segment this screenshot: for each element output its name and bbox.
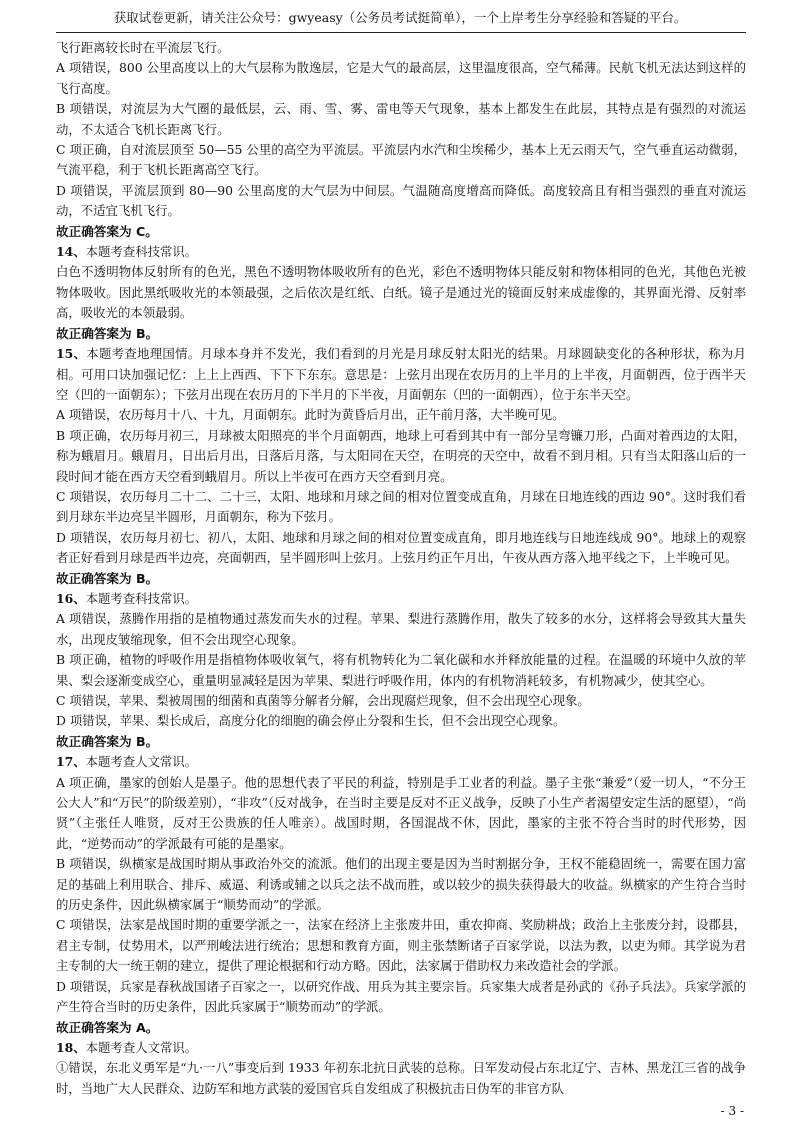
explanation-paragraph: C 项正确，自对流层顶至 50—55 公里的高空为平流层。平流层内水汽和尘埃稀少，基本上无云雨天气，空气垂直运动微弱，气流平稳，利于飞机长距离高空飞行。: [56, 142, 746, 178]
question-heading: [56, 752, 746, 772]
explanation-paragraph: A 项错误，蒸腾作用指的是植物通过蒸发而失水的过程。苹果、梨进行蒸腾作用，散失了较多的水分，这样将会导致其大量失水，出现皮皱缩现象，但不会出现空心现象。: [56, 611, 746, 647]
question-number: 18、: [56, 1039, 86, 1055]
document-body: [56, 38, 746, 1099]
explanation-paragraph: D 项错误，平流层顶到 80—90 公里高度的大气层为中间层。气温随高度增高而降低。高度较高且有相当强烈的垂直对流运动，不适宜飞机飞行。: [56, 182, 746, 219]
page-header: 获取试卷更新，请关注公众号：gwyeasy（公务员考试挺简单），一个上岸考生分享经验和答疑的平台。: [113, 10, 687, 25]
question-heading: [56, 589, 746, 609]
explanation-paragraph: B 项正确，植物的呼吸作用是指植物体吸收氧气，将有机物转化为二氧化碳和水并释放能量的过程。在温暖的环境中久放的苹果、梨会逐渐变成空心，重量明显减轻是因为苹果、梨进行呼吸作用，体内的有机物消耗较多，有机物减少，使其空心。: [56, 652, 746, 688]
question-heading: [56, 1038, 746, 1058]
answer-line: 故正确答案为 B。: [56, 733, 159, 749]
question-number: 15、: [56, 346, 87, 362]
question-number: 17、: [56, 754, 86, 770]
question-text: 本题考查人文常识。: [85, 754, 198, 770]
explanation-paragraph: A 项错误，农历每月十八、十九，月面朝东。此时为黄昏后月出，正午前月落，大半晚可见。: [56, 407, 565, 423]
question-text: 本题考查科技常识。: [85, 244, 198, 260]
explanation-paragraph: ①错误，东北义勇军是“九·一八”事变后到 1933 年初东北抗日武装的总称。日军发动侵占东北辽宁、吉林、黑龙江三省的战争时，当地广大人民群众、边防军和地方武装的爱国官兵自发组成了积极抗击日伪军的非官方队: [56, 1060, 746, 1096]
explanation-paragraph: C 项错误，农历每月二十二、二十三，太阳、地球和月球之间的相对位置变成直角，月球在日地连线的西边 90°。这时我们看到月球东半边亮呈半圆形，月面朝东，称为下弦月。: [56, 488, 746, 525]
explanation-paragraph: D 项错误，兵家是春秋战国诸子百家之一，以研究作战、用兵为其主要宗旨。兵家集大成者是孙武的《孙子兵法》。兵家学派的产生符合当时的历史条件，因此兵家属于“顺势而动”的学派。: [56, 978, 746, 1015]
explanation-paragraph: B 项正确，农历每月初三，月球被太阳照亮的半个月面朝西，地球上可看到其中有一部分呈弯镰刀形，凸面对着西边的太阳，称为蛾眉月。蛾眉月，日出后月出，日落后月落，与太阳同在天空，在明亮的天空中，故看不到月相。只有当太阳落山后的一段时间才能在西方天空看到蛾眉月。所以上半夜可在西方天空看到月亮。: [56, 427, 746, 484]
explanation-paragraph: 白色不透明物体反射所有的色光，黑色不透明物体吸收所有的色光，彩色不透明物体只能反射和物体相同的色光，其他色光被物体吸收。因此黑纸吸收光的本领最强，之后依次是红纸、白纸。镜子是通过光的镜面反射来成虚像的，其界面光滑、反射率高，吸收光的本领最弱。: [56, 264, 746, 321]
explanation-paragraph: B 项错误，对流层为大气圈的最低层，云、雨、雪、雾、雷电等天气现象，基本上都发生在此层，其特点是有强烈的对流运动，不太适合飞机长距离飞行。: [56, 101, 746, 137]
explanation-paragraph: D 项错误，农历每月初七、初八，太阳、地球和月球之间的相对位置变成直角，即月地连线与日地连线成 90°。地球上的观察者正好看到月球是西半边亮，亮面朝西，呈半圆形叫上弦月。上弦月约正午月出，午夜从西方落入地平线之下，上半晚可见。: [56, 529, 746, 566]
question-number: 16、: [56, 590, 86, 606]
question-text: 本题考查科技常识。: [85, 590, 198, 606]
explanation-paragraph: A 项正确，墨家的创始人是墨子。他的思想代表了平民的利益，特别是手工业者的利益。墨子主张“兼爱”（爱一切人，“不分王公大人”和“万民”的阶级差别），“非攻”（反对战争，在当时主要是反对不正义战争，反映了小生产者渴望安定生活的愿望），“尚贤”（主张任人唯贤，反对王公贵族的任人唯亲）。战国时期，各国混战不休，因此，墨家的主张不符合当时的时代形势，因此，“逆势而动”的学派最有可能的是墨家。: [56, 774, 746, 851]
question-heading: [56, 344, 746, 405]
explanation-paragraph: 飞行距离较长时在平流层飞行。: [56, 40, 230, 55]
question-number: 14、: [56, 244, 86, 260]
explanation-paragraph: C 项错误，法家是战国时期的重要学派之一，法家在经济上主张废井田，重农抑商、奖励耕战；政治上主张废分封，设郡县，君主专制，仗势用术，以严刑峻法进行统治；思想和教育方面，则主张禁断诸子百家学说，以法为教，以吏为师。其学说为君主专制的大一统王朝的建立，提供了理论根据和行动方略。因此，法家属于借助权力来改造社会的学派。: [56, 917, 746, 974]
explanation-paragraph: C 项错误，苹果、梨被周围的细菌和真菌等分解者分解，会出现腐烂现象，但不会出现空心现象。: [56, 693, 590, 708]
question-text: 本题考查人文常识。: [85, 1039, 198, 1055]
header-divider: [56, 32, 746, 33]
question-text: 本题考查地理国情。月球本身并不发光，我们看到的月光是月球反射太阳光的结果。月球圆缺变化的各种形状，称为月相。可用口诀加强记忆：上上上西西、下下下东东。意思是：上弦月出现在农历月的上半月的上半夜，月面朝西，位于西半天空（凹的一面朝东）；下弦月出现在农历月的下半月的下半夜，月面朝东（凹的一面朝西），位于东半天空。: [56, 346, 747, 402]
answer-line: 故正确答案为 C。: [56, 223, 158, 239]
question-heading: [56, 242, 746, 262]
answer-line: 故正确答案为 B。: [56, 570, 159, 586]
page-number: - 3 -: [720, 1104, 744, 1118]
explanation-paragraph: D 项错误，苹果、梨长成后，高度分化的细胞的确会停止分裂和生长，但不会出现空心现象。: [56, 713, 566, 729]
explanation-paragraph: B 项错误，纵横家是战国时期从事政治外交的流派。他们的出现主要是因为当时割据分争，王权不能稳固统一，需要在国力富足的基础上利用联合、排斥、威逼、利诱或辅之以兵之法不战而胜，或以较少的损失获得最大的收益。纵横家的产生符合当时的历史条件，因此纵横家属于“顺势而动”的学派。: [56, 856, 746, 913]
answer-line: 故正确答案为 A。: [56, 1019, 159, 1035]
explanation-paragraph: A 项错误，800 公里高度以上的大气层称为散逸层，它是大气的最高层，这里温度很高，空气稀薄。民航飞机无法达到这样的飞行高度。: [56, 60, 746, 96]
answer-line: 故正确答案为 B。: [56, 325, 159, 341]
